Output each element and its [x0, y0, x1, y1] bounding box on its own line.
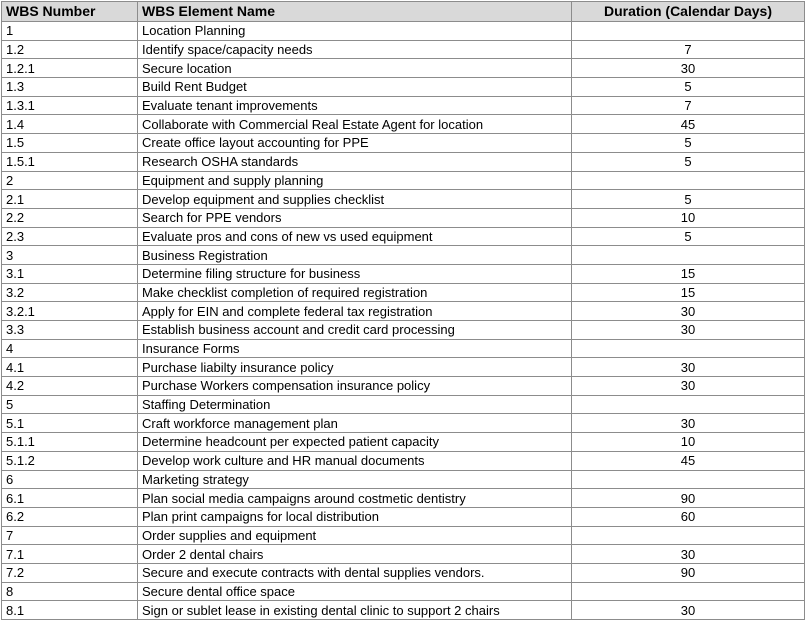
cell-wbs-number: 2 — [2, 171, 138, 190]
cell-element-name: Business Registration — [138, 246, 572, 265]
cell-element-name: Order supplies and equipment — [138, 526, 572, 545]
cell-wbs-number: 1 — [2, 22, 138, 41]
cell-wbs-number: 5.1.2 — [2, 451, 138, 470]
cell-wbs-number: 1.5.1 — [2, 152, 138, 171]
cell-element-name: Evaluate tenant improvements — [138, 96, 572, 115]
cell-duration: 90 — [572, 489, 805, 508]
cell-element-name: Secure location — [138, 59, 572, 78]
header-duration: Duration (Calendar Days) — [572, 2, 805, 22]
cell-duration — [572, 22, 805, 41]
cell-wbs-number: 6 — [2, 470, 138, 489]
cell-wbs-number: 7.2 — [2, 563, 138, 582]
cell-element-name: Build Rent Budget — [138, 78, 572, 97]
cell-duration — [572, 395, 805, 414]
cell-duration: 30 — [572, 545, 805, 564]
table-row — [2, 582, 805, 601]
table-row — [2, 358, 805, 377]
cell-duration — [572, 470, 805, 489]
table-row — [2, 395, 805, 414]
cell-element-name: Order 2 dental chairs — [138, 545, 572, 564]
header-row — [2, 2, 805, 22]
cell-element-name: Sign or sublet lease in existing dental clinic to support 2 chairs — [138, 601, 572, 620]
table-row — [2, 470, 805, 489]
cell-duration: 15 — [572, 283, 805, 302]
table-row — [2, 377, 805, 396]
table-row — [2, 489, 805, 508]
table-row — [2, 190, 805, 209]
cell-duration: 30 — [572, 59, 805, 78]
cell-duration: 45 — [572, 451, 805, 470]
cell-duration: 30 — [572, 321, 805, 340]
cell-wbs-number: 5.1 — [2, 414, 138, 433]
cell-wbs-number: 6.2 — [2, 507, 138, 526]
table-row — [2, 115, 805, 134]
cell-wbs-number: 4 — [2, 339, 138, 358]
cell-element-name: Evaluate pros and cons of new vs used equipment — [138, 227, 572, 246]
cell-duration: 90 — [572, 563, 805, 582]
cell-element-name: Plan print campaigns for local distribution — [138, 507, 572, 526]
table-row — [2, 171, 805, 190]
cell-wbs-number: 4.2 — [2, 377, 138, 396]
cell-duration: 5 — [572, 227, 805, 246]
cell-element-name: Create office layout accounting for PPE — [138, 134, 572, 153]
cell-wbs-number: 1.5 — [2, 134, 138, 153]
cell-element-name: Purchase liabilty insurance policy — [138, 358, 572, 377]
table-row — [2, 339, 805, 358]
cell-wbs-number: 3.3 — [2, 321, 138, 340]
table-row — [2, 134, 805, 153]
cell-wbs-number: 2.1 — [2, 190, 138, 209]
cell-wbs-number: 4.1 — [2, 358, 138, 377]
cell-duration: 60 — [572, 507, 805, 526]
header-wbs-number: WBS Number — [2, 2, 138, 22]
table-row — [2, 563, 805, 582]
cell-wbs-number: 3 — [2, 246, 138, 265]
table-row — [2, 302, 805, 321]
table-row — [2, 208, 805, 227]
cell-wbs-number: 5.1.1 — [2, 433, 138, 452]
cell-wbs-number: 2.3 — [2, 227, 138, 246]
table-row — [2, 526, 805, 545]
table-row — [2, 152, 805, 171]
cell-element-name: Collaborate with Commercial Real Estate Agent for location — [138, 115, 572, 134]
cell-element-name: Purchase Workers compensation insurance policy — [138, 377, 572, 396]
cell-duration — [572, 339, 805, 358]
cell-wbs-number: 1.4 — [2, 115, 138, 134]
cell-wbs-number: 7.1 — [2, 545, 138, 564]
cell-duration: 30 — [572, 414, 805, 433]
table-row — [2, 433, 805, 452]
cell-element-name: Plan social media campaigns around costmetic dentistry — [138, 489, 572, 508]
cell-wbs-number: 8 — [2, 582, 138, 601]
cell-duration: 10 — [572, 433, 805, 452]
table-row — [2, 601, 805, 620]
cell-duration: 7 — [572, 96, 805, 115]
cell-duration — [572, 171, 805, 190]
cell-duration: 30 — [572, 377, 805, 396]
cell-duration — [572, 526, 805, 545]
cell-duration: 5 — [572, 152, 805, 171]
cell-wbs-number: 5 — [2, 395, 138, 414]
cell-element-name: Location Planning — [138, 22, 572, 41]
cell-wbs-number: 7 — [2, 526, 138, 545]
cell-wbs-number: 6.1 — [2, 489, 138, 508]
table-row — [2, 96, 805, 115]
cell-duration: 5 — [572, 134, 805, 153]
table-row — [2, 246, 805, 265]
cell-element-name: Research OSHA standards — [138, 152, 572, 171]
table-row — [2, 40, 805, 59]
table-body — [2, 22, 805, 620]
cell-element-name: Determine headcount per expected patient capacity — [138, 433, 572, 452]
cell-element-name: Determine filing structure for business — [138, 264, 572, 283]
cell-wbs-number: 1.3 — [2, 78, 138, 97]
table-row — [2, 507, 805, 526]
cell-element-name: Craft workforce management plan — [138, 414, 572, 433]
table-row — [2, 22, 805, 41]
cell-duration: 30 — [572, 358, 805, 377]
cell-duration — [572, 246, 805, 265]
cell-element-name: Search for PPE vendors — [138, 208, 572, 227]
cell-element-name: Equipment and supply planning — [138, 171, 572, 190]
cell-wbs-number: 3.2 — [2, 283, 138, 302]
cell-duration: 5 — [572, 190, 805, 209]
cell-element-name: Establish business account and credit card processing — [138, 321, 572, 340]
table-row — [2, 59, 805, 78]
cell-wbs-number: 2.2 — [2, 208, 138, 227]
table-row — [2, 264, 805, 283]
cell-duration: 30 — [572, 302, 805, 321]
cell-element-name: Develop equipment and supplies checklist — [138, 190, 572, 209]
table-row — [2, 414, 805, 433]
cell-duration: 5 — [572, 78, 805, 97]
cell-element-name: Develop work culture and HR manual documents — [138, 451, 572, 470]
cell-wbs-number: 3.1 — [2, 264, 138, 283]
cell-wbs-number: 3.2.1 — [2, 302, 138, 321]
table-row — [2, 283, 805, 302]
cell-duration — [572, 582, 805, 601]
cell-wbs-number: 1.3.1 — [2, 96, 138, 115]
cell-duration: 30 — [572, 601, 805, 620]
table-row — [2, 321, 805, 340]
table-row — [2, 227, 805, 246]
cell-duration: 7 — [572, 40, 805, 59]
cell-element-name: Insurance Forms — [138, 339, 572, 358]
table-row — [2, 545, 805, 564]
table-row — [2, 451, 805, 470]
cell-duration: 15 — [572, 264, 805, 283]
cell-duration: 45 — [572, 115, 805, 134]
cell-wbs-number: 8.1 — [2, 601, 138, 620]
cell-element-name: Identify space/capacity needs — [138, 40, 572, 59]
cell-duration: 10 — [572, 208, 805, 227]
table-header — [2, 2, 805, 22]
cell-element-name: Secure and execute contracts with dental supplies vendors. — [138, 563, 572, 582]
cell-wbs-number: 1.2.1 — [2, 59, 138, 78]
cell-wbs-number: 1.2 — [2, 40, 138, 59]
cell-element-name: Staffing Determination — [138, 395, 572, 414]
header-element-name: WBS Element Name — [138, 2, 572, 22]
cell-element-name: Make checklist completion of required registration — [138, 283, 572, 302]
cell-element-name: Marketing strategy — [138, 470, 572, 489]
cell-element-name: Secure dental office space — [138, 582, 572, 601]
cell-element-name: Apply for EIN and complete federal tax registration — [138, 302, 572, 321]
wbs-table — [1, 1, 805, 620]
table-row — [2, 78, 805, 97]
